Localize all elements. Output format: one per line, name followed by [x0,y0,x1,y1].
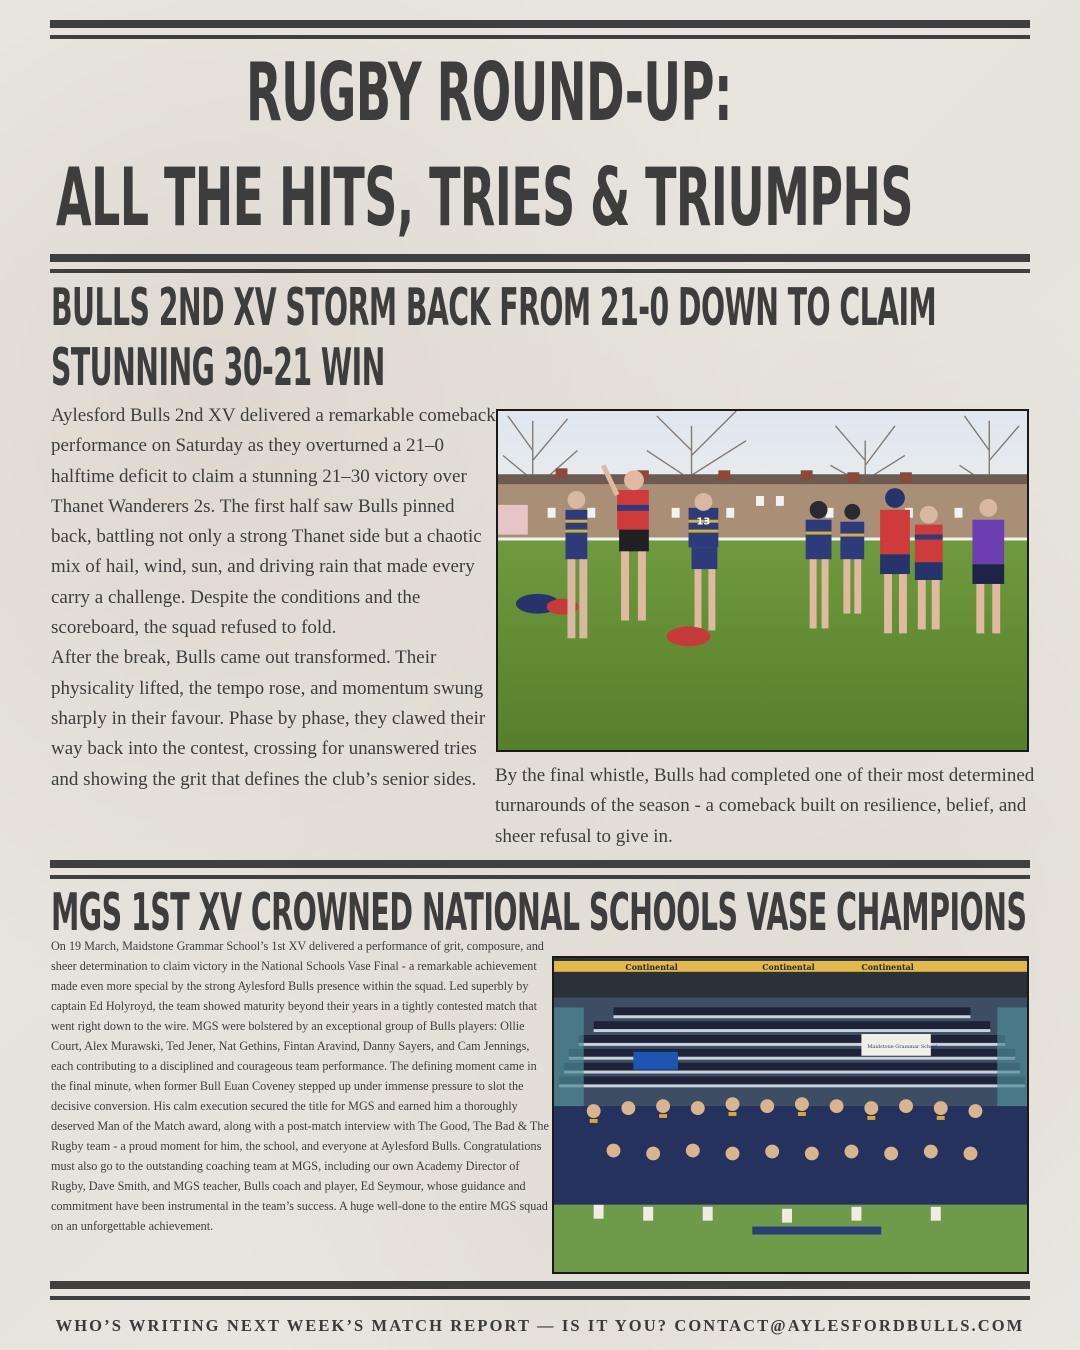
article-body [51,936,551,1236]
page-title-line-1: RUGBY ROUND-UP: [246,46,732,139]
article-headline-line-1: BULLS 2ND XV STORM BACK FROM 21-0 DOWN TO CLAIM [51,278,937,338]
section-rule-thick [50,254,1030,262]
article-headline-line-2: STUNNING 30-21 WIN [51,338,385,398]
section-rule-thick [50,860,1030,868]
masthead-rule-thin [50,35,1030,39]
article-paragraph: By the final whistle, Bulls had completed one of their most determined turnarounds of the season - a comeback built on resilience, belief, and sheer refusal to give in. [495,765,1035,847]
footer-call-to-action [50,1316,1030,1336]
jersey-number: 13 [696,516,711,528]
footer-rule-thick [50,1281,1030,1289]
section-rule-thin [50,875,1030,879]
masthead-rule-thick [50,20,1030,28]
footer-text: WHO’S WRITING NEXT WEEK’S MATCH REPORT — IS IT YOU? CONTACT@AYLESFORDBULLS.COM [55,1316,1025,1335]
footer-rule-thin [50,1296,1030,1300]
team-photo [552,956,1029,1274]
stadium-team-photo-illustration [554,958,1027,1272]
article-paragraph: On 19 March, Maidstone Grammar School’s 1st XV delivered a performance of grit, composure, and sheer determination to claim victory in the National Schools Vase Final - a remarkable achievement made even more special by the strong Aylesford Bulls presence within the squad. Led superbly by captain Ed Holyroyd, the team showed maturity beyond their years in a tightly contested match that went right down to the wire. MGS were bolstered by an exceptional group of Bulls players: Ollie Court, Alex Murawski, Ted Jener, Nat Gethins, Fintan Aravind, Danny Sayers, and Cam Jennings, each contributing to a disciplined and courageous team performance. The defining moment came in the final minute, when former Bull Euan Coveney stepped up under immense pressure to slot the decisive conversion. His calm execution secured the title for MGS and earned him a thoroughly deserved Man of the Match award, along with a post-match interview with The Good, The Bad & The Rugby team - a proud moment for him, the school, and everyone at Aylesford Bulls. Congratulations must also go to the outstanding coaching team at MGS, including our own Academy Director of Rugby, Dave Smith, and MGS teacher, Bulls coach and player, Ed Seymour, whose guidance and commitment have been instrumental in the team’s success. A huge well-done to the entire MGS squad on an unforgettable achievement. [51,939,549,1233]
match-photo [496,409,1029,752]
article-headline: MGS 1ST XV CROWNED NATIONAL SCHOOLS VASE CHAMPIONS [51,883,1027,943]
sponsor-banner-text: Continental [625,962,678,972]
article-paragraph: Aylesford Bulls 2nd XV delivered a remarkable comeback performance on Saturday as they overturned a 21–0 halftime deficit to claim a stunning 21–30 victory over Thanet Wanderers 2s. The first half saw Bulls pinned back, battling not only a strong Thanet side but a chaotic mix of hail, wind, sun, and driving rain that made every carry a challenge. Despite the conditions and the scoreboard, the squad refused to fold. [51,405,496,639]
page-title-line-2: ALL THE HITS, TRIES & TRIUMPHS [56,151,913,244]
svg-text:Continental: Continental [861,962,914,972]
section-rule-thin [50,269,1030,273]
school-banner-text: Maidstone Grammar School [867,1043,938,1050]
article-paragraph: After the break, Bulls came out transformed. Their physicality lifted, the tempo rose, and momentum swung sharply in their favour. Phase by phase, they clawed their way back into the contest, crossing for unanswered tries and showing the grit that defines the club’s senior sides. [51,647,486,790]
article-body-left [51,401,496,795]
svg-text:Continental: Continental [762,962,815,972]
rugby-match-photo-illustration [498,411,1027,750]
article-body-right [495,761,1035,852]
